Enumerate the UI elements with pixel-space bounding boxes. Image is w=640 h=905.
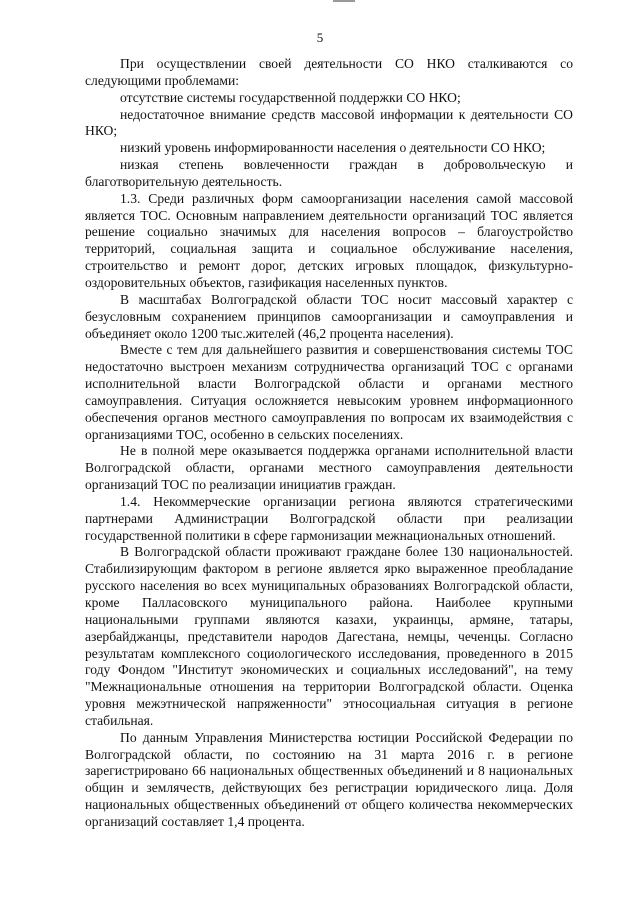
paragraph-tos-support: Не в полной мере оказывается поддержка органами исполнительной власти Волгоградской области, органами местного самоуправления деятельности организаций ТОС по реализации инициатив граждан. [85, 443, 573, 493]
paragraph-tos-cooperation: Вместе с тем для дальнейшего развития и совершенствования системы ТОС недостаточно выстроен механизм сотрудничества организаций ТОС с органами исполнительной власти Волгоградской области и органами местного самоуправления. Ситуация осложняется невысоким уровнем информационного обеспечения органов местного самоуправления по вопросам их взаимодействия с организациями ТОС, особенно в сельских поселениях. [85, 342, 573, 442]
list-item-low-awareness: низкий уровень информированности населения о деятельности СО НКО; [120, 140, 546, 156]
scan-edge-mark [333, 0, 355, 2]
paragraph-section-1-4: 1.4. Некоммерческие организации региона являются стратегическими партнерами Администрации Волгоградской области при реализации государственной политики в сфере гармонизации межнациональных отношений. [85, 493, 573, 543]
list-item-low-involvement: низкая степень вовлеченности граждан в добровольческую и благотворительную деятельность. [85, 157, 573, 189]
list-item-media-attention: недостаточное внимание средств массовой информации к деятельности СО НКО; [85, 106, 573, 139]
paragraph-tos-scale: В масштабах Волгоградской области ТОС носит массовый характер с безусловным сохранением принципов самоорганизации и самоуправления и объединяет около 1200 тыс.жителей (46,2 процента населения). [85, 291, 573, 341]
list-item-no-state-support: отсутствие системы государственной поддержки СО НКО; [120, 89, 461, 105]
paragraph-justice-data: По данным Управления Министерства юстиции Российской Федерации по Волгоградской области, по состоянию на 31 марта 2016 г. в регионе зарегистрировано 66 национальных общественных объединений и 8 национальных общин и землячеств, действующих без регистрации юридического лица. Доля национальных общественных объединений от общего количества некоммерческих организаций составляет 1,4 процента. [85, 729, 573, 829]
paragraph-nationalities: В Волгоградской области проживают граждане более 130 национальностей. Стабилизирующим фактором в регионе является ярко выраженное преобладание русского населения во всех муниципальных образованиях Волгоградской области, кроме Палласовского муниципального района. Наиболее крупными национальными группами являются казахи, украинцы, армяне, татары, азербайджанцы, представители народов Дагестана, немцы, чеченцы. Согласно результатам комплексного социологического исследования, проведенного в 2015 году Фондом "Институт экономических и социальных исследований", на тему "Межнациональные отношения на территории Волгоградской области. Оценка уровня межэтнической напряженности" этносоциальная ситуация в регионе стабильная. [85, 544, 573, 728]
page-number: 5 [316, 30, 324, 45]
body-text [85, 56, 573, 831]
paragraph-problems-intro: При осуществлении своей деятельности СО НКО сталкиваются со следующими проблемами: [85, 56, 573, 88]
paragraph-section-1-3: 1.3. Среди различных форм самоорганизации населения самой массовой является ТОС. Основным направлением деятельности организаций ТОС является решение социально значимых для населения вопросов – благоустройство территорий, социальная защита и социальное обслуживание населения, строительство и ремонт дорог, детских игровых площадок, физкультурно-оздоровительных объектов, газификация населенных пунктов. [85, 190, 573, 290]
